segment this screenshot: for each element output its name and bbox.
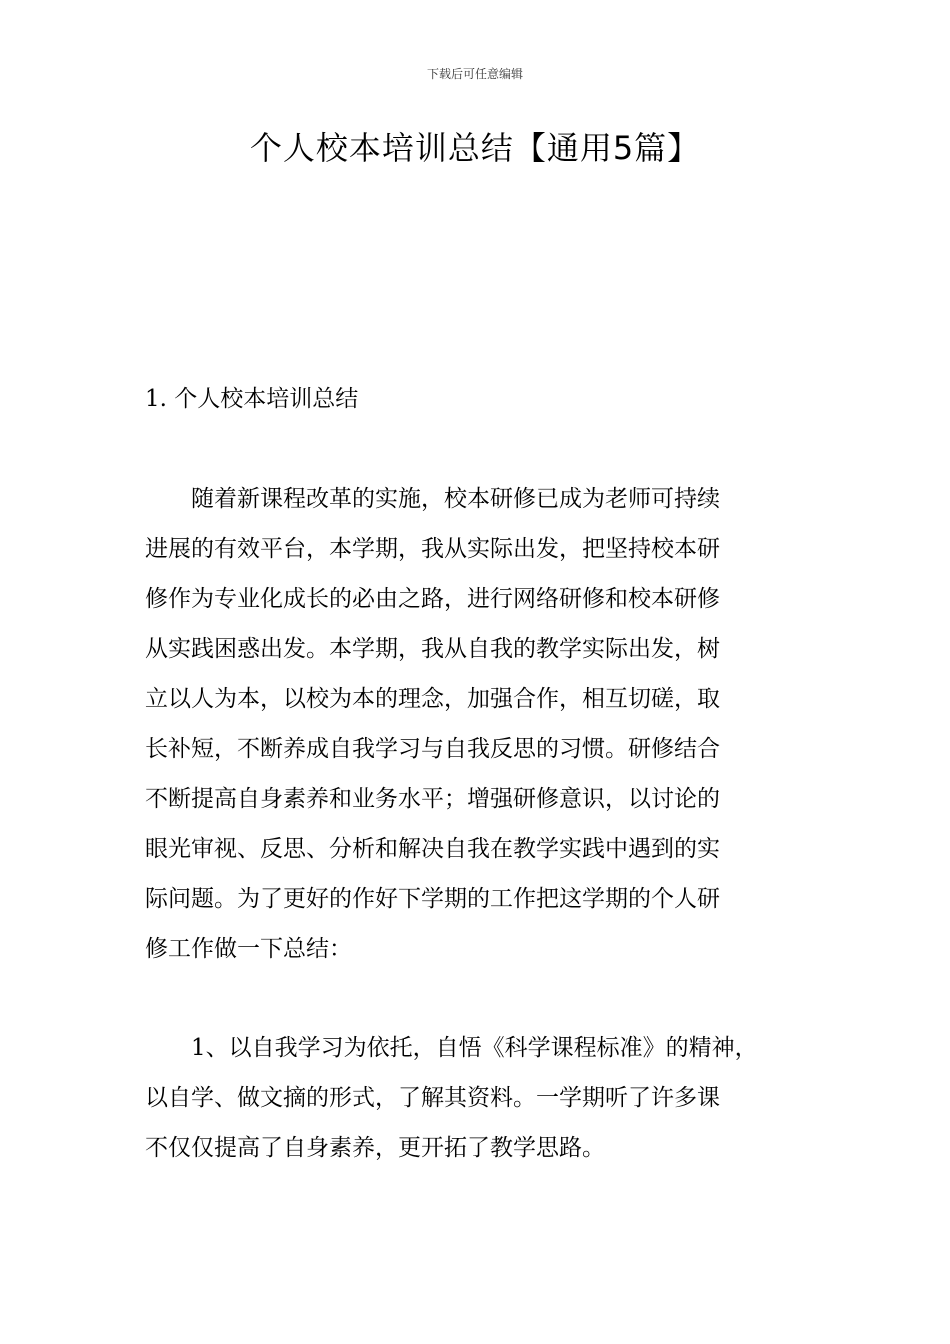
paragraph-1 [145, 474, 810, 974]
paragraph-line: 眼光审视、反思、分析和解决自我在教学实践中遇到的实 [145, 836, 720, 862]
paragraph-line: 以自学、做文摘的形式，了解其资料。一学期听了许多课 [145, 1085, 720, 1111]
header-note: 下载后可任意编辑 [426, 67, 523, 81]
paragraph-line: 进展的有效平台，本学期，我从实际出发，把坚持校本研 [145, 536, 720, 562]
paragraph-line: 从实践困惑出发。本学期，我从自我的教学实际出发，树 [145, 636, 720, 662]
paragraph-line: 随着新课程改革的实施，校本研修已成为老师可持续 [191, 486, 720, 512]
paragraph-line: 修工作做一下总结： [145, 936, 352, 962]
paragraph-line: 不仅仅提高了自身素养，更开拓了教学思路。 [145, 1135, 605, 1161]
document-title: 个人校本培训总结【通用5篇】 [249, 129, 701, 167]
paragraph-line: 不断提高自身素养和业务水平；增强研修意识，以讨论的 [145, 786, 720, 812]
paragraph-line: 长补短，不断养成自我学习与自我反思的习惯。研修结合 [145, 736, 720, 762]
section-heading: 1. 个人校本培训总结 [145, 386, 359, 412]
paragraph-line: 修作为专业化成长的必由之路，进行网络研修和校本研修 [145, 586, 720, 612]
paragraph-line: 1、以自我学习为依托，自悟《科学课程标准》的精神， [191, 1035, 758, 1061]
paragraph-line: 际问题。为了更好的作好下学期的工作把这学期的个人研 [145, 886, 720, 912]
paragraph-2 [145, 1023, 810, 1173]
paragraph-line: 立以人为本，以校为本的理念，加强合作，相互切磋，取 [145, 686, 720, 712]
